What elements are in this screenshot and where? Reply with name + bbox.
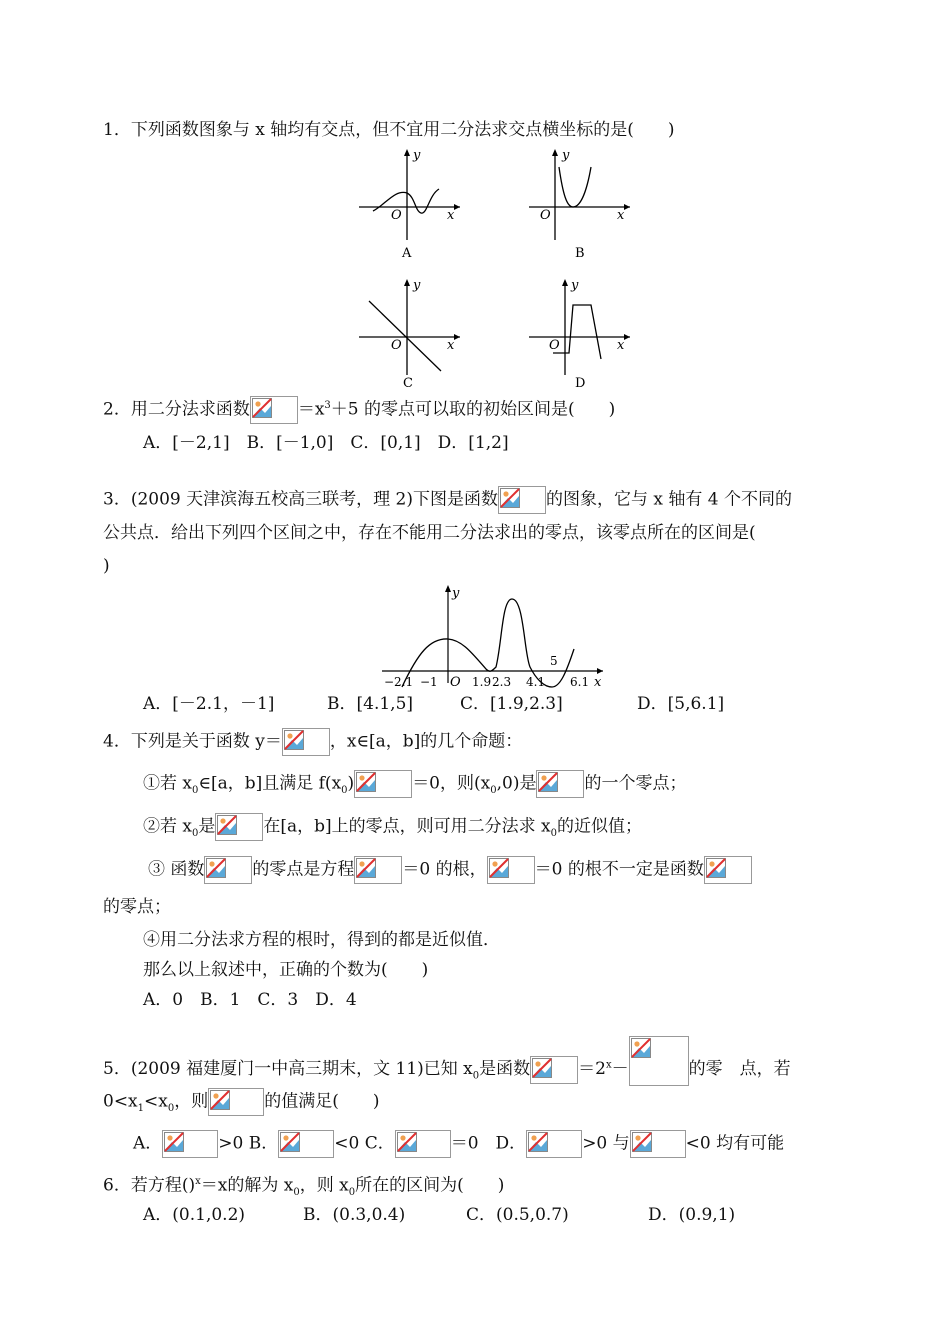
graph-a-y-label: y bbox=[413, 148, 421, 163]
graph-b-x-label: x bbox=[617, 208, 625, 223]
question-3-option-c: C．[1.9,2.3] bbox=[460, 694, 563, 714]
question-5-text: 5．(2009 福建厦门一中高三期末，文 11)已知 $x_0$是函数 $=2^x-$ 的零 点，若 bbox=[103, 1036, 791, 1088]
question-4-proposition-3-cont: 的零点； bbox=[103, 897, 171, 917]
broken-image-icon bbox=[498, 486, 546, 514]
graph-c bbox=[355, 275, 465, 390]
broken-image-icon bbox=[530, 1056, 578, 1084]
tick-1-9: 1.9 bbox=[472, 675, 492, 689]
question-6-option-a: A．(0.1,0.2) bbox=[143, 1205, 246, 1225]
question-6-option-b: B．(0.3,0.4) bbox=[303, 1205, 406, 1225]
question-5-options: A． >0 B． <0 C． ＝0 D． >0 与 <0 均有可能 bbox=[133, 1130, 784, 1158]
question-6-option-d: D．(0.9,1) bbox=[648, 1205, 736, 1225]
graph-d-x-label: x bbox=[617, 338, 625, 353]
question-3-line-3: ) bbox=[103, 556, 110, 576]
question-4-text: 4．下列是关于函数 y＝ ，x∈[a，b]的几个命题： bbox=[103, 728, 522, 756]
question-3-line-1: 3．(2009 天津滨海五校高三联考，理 2)下图是函数 的图象，它与 x 轴有 4 个不同的 bbox=[103, 486, 792, 514]
graph-a-x-label: x bbox=[447, 208, 455, 223]
graph-x-label: x bbox=[594, 675, 602, 690]
question-4-proposition-2: ②若 $x_0$是 在[a，b]上的零点，则可用二分法求 $x_0$的近似值； bbox=[143, 813, 642, 846]
broken-image-icon bbox=[204, 856, 252, 884]
graph-c-origin-label: O bbox=[391, 338, 402, 353]
graph-c-x-label: x bbox=[447, 338, 455, 353]
broken-image-icon bbox=[278, 1130, 334, 1158]
broken-image-icon bbox=[526, 1130, 582, 1158]
broken-image-icon bbox=[282, 728, 330, 756]
question-4-proposition-1: ①若 $x_0\in[a$，b]且满足 $f(x_0)$ ＝0，则$(x_0,0)$是 的一个零点； bbox=[143, 770, 686, 803]
broken-image-icon bbox=[208, 1088, 264, 1116]
graph-a bbox=[355, 145, 465, 260]
broken-image-icon bbox=[630, 1130, 686, 1158]
question-6-option-c: C．(0.5,0.7) bbox=[466, 1205, 569, 1225]
question-3-graph bbox=[378, 583, 608, 693]
question-4-prompt: 那么以上叙述中，正确的个数为( ) bbox=[143, 960, 429, 980]
graph-b-origin-label: O bbox=[540, 208, 551, 223]
question-2-options: A．[－2,1] B．[－1,0] C．[0,1] D．[1,2] bbox=[143, 433, 509, 453]
graph-d bbox=[525, 275, 635, 390]
graph-d-y-label: y bbox=[571, 278, 579, 293]
broken-image-icon bbox=[215, 813, 263, 841]
question-4-options: A．0 B．1 C．3 D．4 bbox=[143, 990, 357, 1010]
broken-image-icon bbox=[250, 396, 298, 424]
tick-4-1: 4.1 bbox=[526, 675, 546, 689]
tick-minus-2-1: −2.1 bbox=[384, 675, 414, 689]
broken-image-icon bbox=[162, 1130, 218, 1158]
tick-minus-1: −1 bbox=[420, 675, 438, 689]
broken-image-icon bbox=[354, 856, 402, 884]
graph-a-origin-label: O bbox=[391, 208, 402, 223]
question-6-text: 6．若方程()$^x$＝x的解为 $x_0$，则 $x_0$所在的区间为( ) bbox=[103, 1175, 505, 1199]
question-1-text: 1．下列函数图象与 x 轴均有交点，但不宜用二分法求交点横坐标的是( ) bbox=[103, 120, 675, 140]
question-3-option-b: B．[4.1,5] bbox=[327, 694, 414, 714]
graph-c-label: C bbox=[403, 376, 413, 390]
graph-c-y-label: y bbox=[413, 278, 421, 293]
tick-5: 5 bbox=[550, 654, 558, 668]
broken-image-icon bbox=[704, 856, 752, 884]
graph-b-y-label: y bbox=[562, 148, 570, 163]
graph-a-label: A bbox=[402, 246, 412, 260]
question-3-option-a: A．[－2.1，－1] bbox=[143, 694, 275, 714]
question-3-line-2: 公共点．给出下列四个区间之中，存在不能用二分法求出的零点，该零点所在的区间是( bbox=[103, 523, 756, 543]
question-5-line-2: $0<x_1<x_0$，则 的值满足( ) bbox=[103, 1088, 380, 1121]
tick-2-3: 2.3 bbox=[492, 675, 512, 689]
question-2-text: 2．用二分法求函数 $=x^3+5$ 的零点可以取的初始区间是( ) bbox=[103, 394, 615, 424]
graph-b bbox=[525, 145, 635, 260]
graph-d-origin-label: O bbox=[549, 338, 560, 353]
broken-image-icon bbox=[395, 1130, 451, 1158]
broken-image-icon bbox=[536, 770, 584, 798]
broken-image-icon bbox=[487, 856, 535, 884]
broken-image-icon bbox=[354, 770, 412, 798]
question-4-proposition-3: ③ 函数 的零点是方程 ＝0 的根， ＝0 的根不一定是函数 bbox=[148, 856, 752, 884]
graph-b-label: B bbox=[575, 246, 585, 260]
question-4-proposition-4: ④用二分法求方程的根时，得到的都是近似值． bbox=[143, 930, 500, 950]
graph-d-label: D bbox=[575, 376, 586, 390]
broken-image-icon bbox=[629, 1036, 689, 1086]
question-3-option-d: D．[5,6.1] bbox=[637, 694, 725, 714]
graph-origin-label: O bbox=[450, 675, 461, 690]
tick-6-1: 6.1 bbox=[570, 675, 590, 689]
graph-y-label: y bbox=[452, 586, 460, 601]
